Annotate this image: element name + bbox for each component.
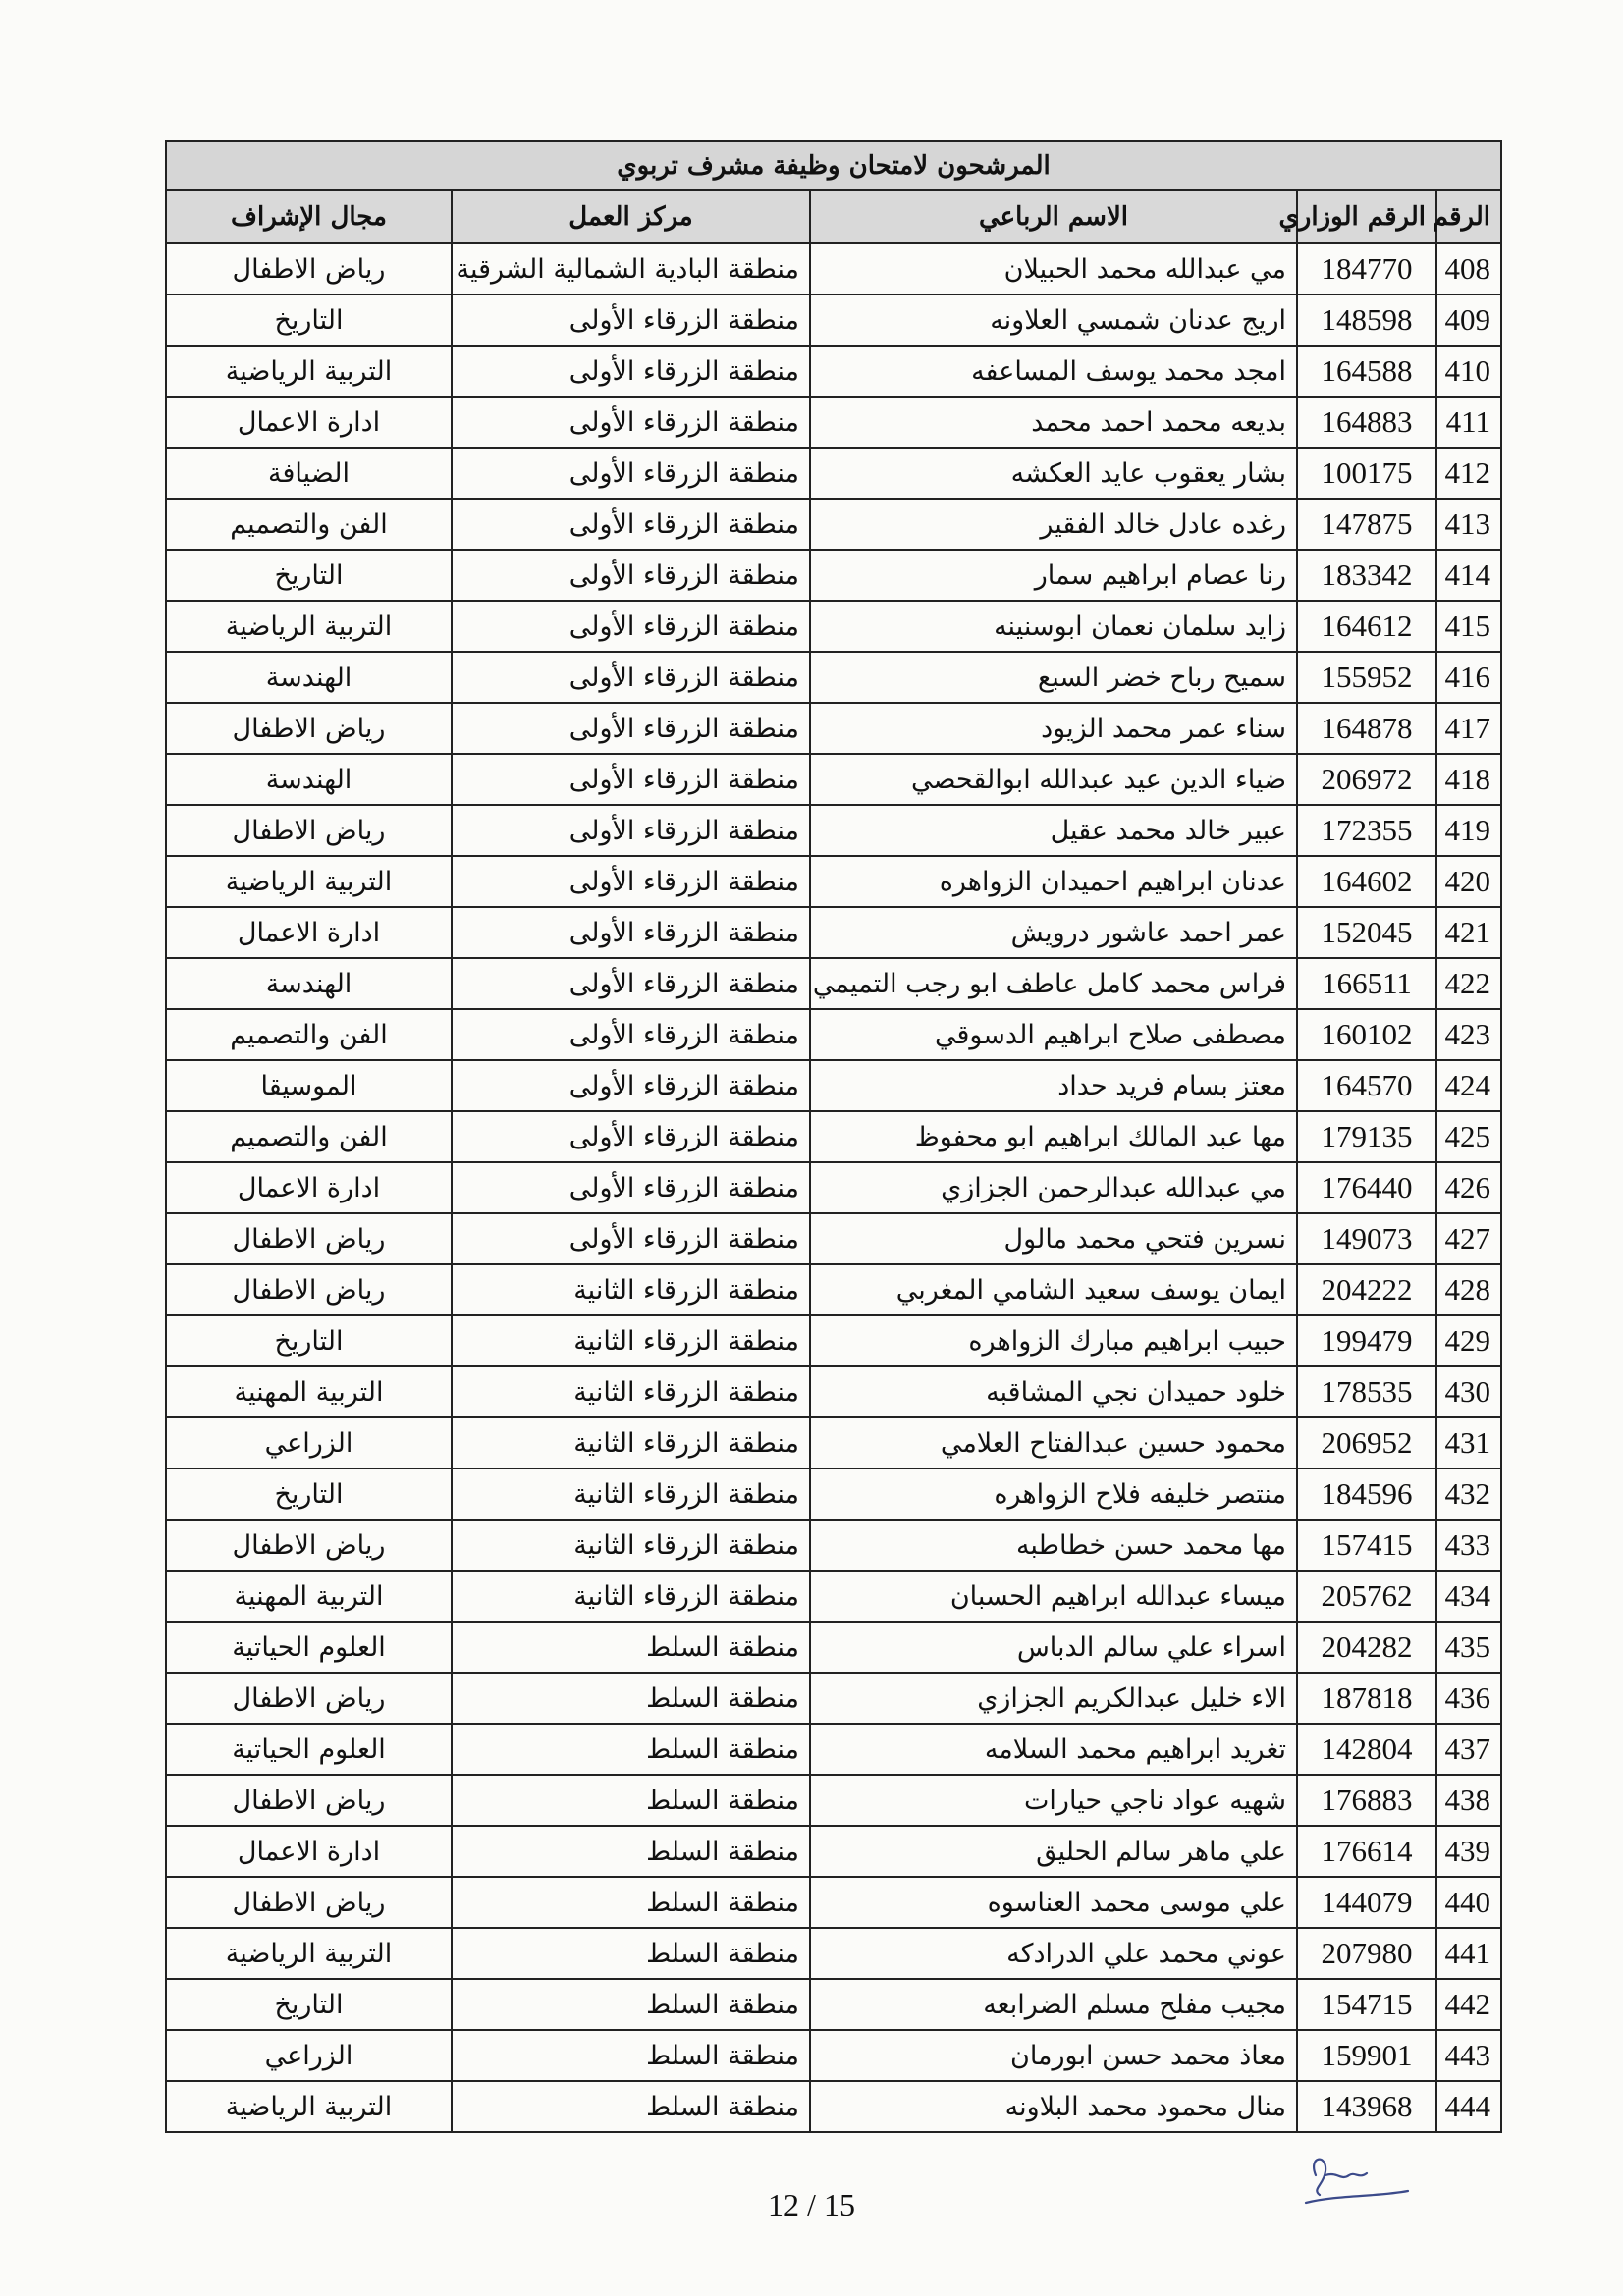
row-field: الزراعي bbox=[166, 2030, 452, 2081]
row-ministry-id: 166511 bbox=[1297, 958, 1436, 1009]
row-num: 434 bbox=[1436, 1571, 1501, 1622]
row-work-center: منطقة الزرقاء الثانية bbox=[452, 1571, 810, 1622]
row-num: 414 bbox=[1436, 550, 1501, 601]
row-num: 435 bbox=[1436, 1622, 1501, 1673]
table-row bbox=[166, 907, 1501, 958]
row-work-center: منطقة الزرقاء الأولى bbox=[452, 805, 810, 856]
row-name: زايد سلمان نعمان ابوسنينه bbox=[810, 601, 1297, 652]
row-work-center: منطقة الزرقاء الثانية bbox=[452, 1264, 810, 1315]
row-field: الفن والتصميم bbox=[166, 1009, 452, 1060]
row-field: التربية الرياضية bbox=[166, 856, 452, 907]
row-name: نسرين فتحي محمد مالول bbox=[810, 1213, 1297, 1264]
table-row bbox=[166, 1673, 1501, 1724]
row-name: ايمان يوسف سعيد الشامي المغربي bbox=[810, 1264, 1297, 1315]
row-num: 428 bbox=[1436, 1264, 1501, 1315]
table-row bbox=[166, 397, 1501, 448]
header-num: الرقم bbox=[1436, 190, 1501, 243]
row-work-center: منطقة البادية الشمالية الشرقية bbox=[452, 243, 810, 294]
row-num: 410 bbox=[1436, 346, 1501, 397]
row-name: تغريد ابراهيم محمد السلامه bbox=[810, 1724, 1297, 1775]
row-work-center: منطقة الزرقاء الأولى bbox=[452, 652, 810, 703]
row-ministry-id: 152045 bbox=[1297, 907, 1436, 958]
row-ministry-id: 164602 bbox=[1297, 856, 1436, 907]
row-ministry-id: 179135 bbox=[1297, 1111, 1436, 1162]
row-work-center: منطقة الزرقاء الأولى bbox=[452, 1213, 810, 1264]
row-name: فراس محمد كامل عاطف ابو رجب التميمي bbox=[810, 958, 1297, 1009]
row-ministry-id: 207980 bbox=[1297, 1928, 1436, 1979]
row-num: 431 bbox=[1436, 1417, 1501, 1468]
row-field: التربية الرياضية bbox=[166, 601, 452, 652]
table-row bbox=[166, 1928, 1501, 1979]
row-num: 426 bbox=[1436, 1162, 1501, 1213]
row-work-center: منطقة السلط bbox=[452, 1673, 810, 1724]
row-name: عمر احمد عاشور درويش bbox=[810, 907, 1297, 958]
row-field: ادارة الاعمال bbox=[166, 907, 452, 958]
row-ministry-id: 206952 bbox=[1297, 1417, 1436, 1468]
row-field: رياض الاطفال bbox=[166, 243, 452, 294]
table-row bbox=[166, 448, 1501, 499]
table-row bbox=[166, 1520, 1501, 1571]
row-name: ميساء عبدالله ابراهيم الحسبان bbox=[810, 1571, 1297, 1622]
table-row bbox=[166, 856, 1501, 907]
row-field: رياض الاطفال bbox=[166, 1877, 452, 1928]
table-row bbox=[166, 1622, 1501, 1673]
row-ministry-id: 164588 bbox=[1297, 346, 1436, 397]
row-field: رياض الاطفال bbox=[166, 1673, 452, 1724]
row-field: التربية الرياضية bbox=[166, 1928, 452, 1979]
table-row bbox=[166, 1162, 1501, 1213]
row-name: عدنان ابراهيم احميدان الزواهره bbox=[810, 856, 1297, 907]
row-num: 442 bbox=[1436, 1979, 1501, 2030]
row-field: الهندسة bbox=[166, 958, 452, 1009]
row-num: 408 bbox=[1436, 243, 1501, 294]
table-row bbox=[166, 1826, 1501, 1877]
row-ministry-id: 143968 bbox=[1297, 2081, 1436, 2132]
row-name: خلود حميدان نجي المشاقبه bbox=[810, 1366, 1297, 1417]
row-ministry-id: 172355 bbox=[1297, 805, 1436, 856]
row-name: بشار يعقوب عايد العكشه bbox=[810, 448, 1297, 499]
row-ministry-id: 176883 bbox=[1297, 1775, 1436, 1826]
header-ministry-id: الرقم الوزاري bbox=[1297, 190, 1436, 243]
table-row bbox=[166, 1213, 1501, 1264]
table-row bbox=[166, 601, 1501, 652]
row-ministry-id: 148598 bbox=[1297, 294, 1436, 346]
row-work-center: منطقة الزرقاء الأولى bbox=[452, 703, 810, 754]
row-num: 422 bbox=[1436, 958, 1501, 1009]
row-ministry-id: 184770 bbox=[1297, 243, 1436, 294]
row-field: التربية المهنية bbox=[166, 1366, 452, 1417]
row-name: مصطفى صلاح ابراهيم الدسوقي bbox=[810, 1009, 1297, 1060]
row-name: عوني محمد علي الدرادكه bbox=[810, 1928, 1297, 1979]
row-work-center: منطقة الزرقاء الثانية bbox=[452, 1468, 810, 1520]
row-num: 416 bbox=[1436, 652, 1501, 703]
row-name: مها محمد حسن خطاطبه bbox=[810, 1520, 1297, 1571]
row-num: 415 bbox=[1436, 601, 1501, 652]
row-field: ادارة الاعمال bbox=[166, 1162, 452, 1213]
row-ministry-id: 155952 bbox=[1297, 652, 1436, 703]
row-work-center: منطقة الزرقاء الأولى bbox=[452, 856, 810, 907]
row-name: امجد محمد يوسف المساعفه bbox=[810, 346, 1297, 397]
row-num: 436 bbox=[1436, 1673, 1501, 1724]
row-field: الموسيقا bbox=[166, 1060, 452, 1111]
row-work-center: منطقة الزرقاء الأولى bbox=[452, 397, 810, 448]
row-name: سميح رباح خضر السبع bbox=[810, 652, 1297, 703]
row-name: عبير خالد محمد عقيل bbox=[810, 805, 1297, 856]
row-work-center: منطقة الزرقاء الأولى bbox=[452, 754, 810, 805]
row-ministry-id: 187818 bbox=[1297, 1673, 1436, 1724]
row-ministry-id: 160102 bbox=[1297, 1009, 1436, 1060]
table-row bbox=[166, 1468, 1501, 1520]
table-row bbox=[166, 346, 1501, 397]
table-title: المرشحون لامتحان وظيفة مشرف تربوي bbox=[166, 141, 1501, 190]
row-ministry-id: 164883 bbox=[1297, 397, 1436, 448]
table-row bbox=[166, 1315, 1501, 1366]
row-field: التاريخ bbox=[166, 1468, 452, 1520]
row-field: رياض الاطفال bbox=[166, 703, 452, 754]
row-field: التاريخ bbox=[166, 294, 452, 346]
row-ministry-id: 176614 bbox=[1297, 1826, 1436, 1877]
row-name: علي موسى محمد العناسوه bbox=[810, 1877, 1297, 1928]
row-field: العلوم الحياتية bbox=[166, 1622, 452, 1673]
row-num: 413 bbox=[1436, 499, 1501, 550]
row-num: 418 bbox=[1436, 754, 1501, 805]
table-row bbox=[166, 1724, 1501, 1775]
row-num: 444 bbox=[1436, 2081, 1501, 2132]
row-field: الزراعي bbox=[166, 1417, 452, 1468]
table-row bbox=[166, 652, 1501, 703]
row-num: 430 bbox=[1436, 1366, 1501, 1417]
table-row bbox=[166, 1111, 1501, 1162]
header-name: الاسم الرباعي bbox=[810, 190, 1297, 243]
page-number: 12 / 15 bbox=[768, 2187, 855, 2222]
row-work-center: منطقة الزرقاء الأولى bbox=[452, 294, 810, 346]
row-num: 409 bbox=[1436, 294, 1501, 346]
row-work-center: منطقة السلط bbox=[452, 1724, 810, 1775]
row-ministry-id: 164612 bbox=[1297, 601, 1436, 652]
row-work-center: منطقة الزرقاء الثانية bbox=[452, 1520, 810, 1571]
candidates-table-sheet bbox=[165, 140, 1500, 2133]
row-num: 412 bbox=[1436, 448, 1501, 499]
row-work-center: منطقة السلط bbox=[452, 1775, 810, 1826]
row-field: الضيافة bbox=[166, 448, 452, 499]
row-ministry-id: 199479 bbox=[1297, 1315, 1436, 1366]
row-num: 443 bbox=[1436, 2030, 1501, 2081]
row-num: 437 bbox=[1436, 1724, 1501, 1775]
table-body bbox=[166, 243, 1501, 2132]
row-name: الاء خليل عبدالكريم الجزازي bbox=[810, 1673, 1297, 1724]
row-num: 439 bbox=[1436, 1826, 1501, 1877]
row-name: منال محمود محمد البلاونه bbox=[810, 2081, 1297, 2132]
row-ministry-id: 164878 bbox=[1297, 703, 1436, 754]
row-ministry-id: 142804 bbox=[1297, 1724, 1436, 1775]
row-work-center: منطقة الزرقاء الأولى bbox=[452, 1111, 810, 1162]
row-num: 421 bbox=[1436, 907, 1501, 958]
row-field: الهندسة bbox=[166, 652, 452, 703]
row-ministry-id: 100175 bbox=[1297, 448, 1436, 499]
row-work-center: منطقة الزرقاء الأولى bbox=[452, 448, 810, 499]
row-field: العلوم الحياتية bbox=[166, 1724, 452, 1775]
row-name: سناء عمر محمد الزيود bbox=[810, 703, 1297, 754]
row-work-center: منطقة السلط bbox=[452, 2081, 810, 2132]
row-name: مي عبدالله محمد الحبيلان bbox=[810, 243, 1297, 294]
row-ministry-id: 184596 bbox=[1297, 1468, 1436, 1520]
row-work-center: منطقة الزرقاء الأولى bbox=[452, 550, 810, 601]
row-name: اريج عدنان شمسي العلاونه bbox=[810, 294, 1297, 346]
row-num: 440 bbox=[1436, 1877, 1501, 1928]
row-name: شهيه عواد ناجي حيارات bbox=[810, 1775, 1297, 1826]
row-num: 429 bbox=[1436, 1315, 1501, 1366]
row-field: التاريخ bbox=[166, 550, 452, 601]
row-name: رنا عصام ابراهيم سمار bbox=[810, 550, 1297, 601]
row-num: 441 bbox=[1436, 1928, 1501, 1979]
table-row bbox=[166, 294, 1501, 346]
row-num: 420 bbox=[1436, 856, 1501, 907]
header-work-center: مركز العمل bbox=[452, 190, 810, 243]
row-work-center: منطقة الزرقاء الأولى bbox=[452, 1060, 810, 1111]
row-name: منتصر خليفه فلاح الزواهره bbox=[810, 1468, 1297, 1520]
row-ministry-id: 206972 bbox=[1297, 754, 1436, 805]
row-work-center: منطقة الزرقاء الأولى bbox=[452, 601, 810, 652]
row-ministry-id: 178535 bbox=[1297, 1366, 1436, 1417]
row-work-center: منطقة السلط bbox=[452, 1877, 810, 1928]
row-name: مي عبدالله عبدالرحمن الجزازي bbox=[810, 1162, 1297, 1213]
table-row bbox=[166, 1264, 1501, 1315]
row-ministry-id: 144079 bbox=[1297, 1877, 1436, 1928]
row-num: 427 bbox=[1436, 1213, 1501, 1264]
row-name: محمود حسين عبدالفتاح العلامي bbox=[810, 1417, 1297, 1468]
row-work-center: منطقة السلط bbox=[452, 2030, 810, 2081]
row-field: الهندسة bbox=[166, 754, 452, 805]
row-work-center: منطقة السلط bbox=[452, 1826, 810, 1877]
row-num: 438 bbox=[1436, 1775, 1501, 1826]
row-work-center: منطقة الزرقاء الثانية bbox=[452, 1315, 810, 1366]
row-field: الفن والتصميم bbox=[166, 1111, 452, 1162]
row-ministry-id: 164570 bbox=[1297, 1060, 1436, 1111]
table-row bbox=[166, 703, 1501, 754]
row-work-center: منطقة الزرقاء الأولى bbox=[452, 1162, 810, 1213]
candidates-table bbox=[165, 140, 1502, 2133]
row-num: 425 bbox=[1436, 1111, 1501, 1162]
row-ministry-id: 159901 bbox=[1297, 2030, 1436, 2081]
table-row bbox=[166, 958, 1501, 1009]
table-row bbox=[166, 2030, 1501, 2081]
row-name: حبيب ابراهيم مبارك الزواهره bbox=[810, 1315, 1297, 1366]
row-field: الفن والتصميم bbox=[166, 499, 452, 550]
row-work-center: منطقة الزرقاء الثانية bbox=[452, 1417, 810, 1468]
row-num: 424 bbox=[1436, 1060, 1501, 1111]
row-ministry-id: 147875 bbox=[1297, 499, 1436, 550]
table-row bbox=[166, 1417, 1501, 1468]
table-row bbox=[166, 1775, 1501, 1826]
table-row bbox=[166, 805, 1501, 856]
row-num: 423 bbox=[1436, 1009, 1501, 1060]
table-row bbox=[166, 499, 1501, 550]
table-row bbox=[166, 1009, 1501, 1060]
row-field: ادارة الاعمال bbox=[166, 397, 452, 448]
row-num: 417 bbox=[1436, 703, 1501, 754]
row-work-center: منطقة الزرقاء الأولى bbox=[452, 346, 810, 397]
row-ministry-id: 204282 bbox=[1297, 1622, 1436, 1673]
row-work-center: منطقة الزرقاء الأولى bbox=[452, 958, 810, 1009]
row-work-center: منطقة الزرقاء الأولى bbox=[452, 1009, 810, 1060]
row-field: التربية الرياضية bbox=[166, 346, 452, 397]
row-name: علي ماهر سالم الحليق bbox=[810, 1826, 1297, 1877]
row-ministry-id: 149073 bbox=[1297, 1213, 1436, 1264]
table-row bbox=[166, 1571, 1501, 1622]
row-ministry-id: 154715 bbox=[1297, 1979, 1436, 2030]
table-row bbox=[166, 2081, 1501, 2132]
row-field: رياض الاطفال bbox=[166, 1213, 452, 1264]
row-field: رياض الاطفال bbox=[166, 805, 452, 856]
row-name: ضياء الدين عيد عبدالله ابوالقحصي bbox=[810, 754, 1297, 805]
row-num: 411 bbox=[1436, 397, 1501, 448]
row-field: التاريخ bbox=[166, 1979, 452, 2030]
row-work-center: منطقة السلط bbox=[452, 1928, 810, 1979]
row-work-center: منطقة الزرقاء الأولى bbox=[452, 499, 810, 550]
row-ministry-id: 183342 bbox=[1297, 550, 1436, 601]
row-ministry-id: 205762 bbox=[1297, 1571, 1436, 1622]
table-row bbox=[166, 1979, 1501, 2030]
row-field: التربية الرياضية bbox=[166, 2081, 452, 2132]
row-name: اسراء علي سالم الدباس bbox=[810, 1622, 1297, 1673]
row-work-center: منطقة الزرقاء الأولى bbox=[452, 907, 810, 958]
row-name: معتز بسام فريد حداد bbox=[810, 1060, 1297, 1111]
row-work-center: منطقة الزرقاء الثانية bbox=[452, 1366, 810, 1417]
table-header-row bbox=[166, 190, 1501, 243]
table-row bbox=[166, 1060, 1501, 1111]
row-field: التاريخ bbox=[166, 1315, 452, 1366]
row-work-center: منطقة السلط bbox=[452, 1622, 810, 1673]
row-name: مها عبد المالك ابراهيم ابو محفوظ bbox=[810, 1111, 1297, 1162]
row-ministry-id: 204222 bbox=[1297, 1264, 1436, 1315]
row-num: 419 bbox=[1436, 805, 1501, 856]
row-field: التربية المهنية bbox=[166, 1571, 452, 1622]
row-field: رياض الاطفال bbox=[166, 1264, 452, 1315]
table-title-row bbox=[166, 141, 1501, 190]
table-row bbox=[166, 1877, 1501, 1928]
table-row bbox=[166, 1366, 1501, 1417]
row-name: بديعه محمد احمد محمد bbox=[810, 397, 1297, 448]
row-name: معاذ محمد حسن ابورمان bbox=[810, 2030, 1297, 2081]
row-ministry-id: 176440 bbox=[1297, 1162, 1436, 1213]
table-row bbox=[166, 243, 1501, 294]
row-field: رياض الاطفال bbox=[166, 1775, 452, 1826]
row-name: مجيب مفلح مسلم الضرابعه bbox=[810, 1979, 1297, 2030]
row-name: رغده عادل خالد الفقير bbox=[810, 499, 1297, 550]
table-row bbox=[166, 550, 1501, 601]
row-work-center: منطقة السلط bbox=[452, 1979, 810, 2030]
row-num: 432 bbox=[1436, 1468, 1501, 1520]
row-num: 433 bbox=[1436, 1520, 1501, 1571]
table-row bbox=[166, 754, 1501, 805]
row-field: رياض الاطفال bbox=[166, 1520, 452, 1571]
row-field: ادارة الاعمال bbox=[166, 1826, 452, 1877]
header-field: مجال الإشراف bbox=[166, 190, 452, 243]
row-ministry-id: 157415 bbox=[1297, 1520, 1436, 1571]
